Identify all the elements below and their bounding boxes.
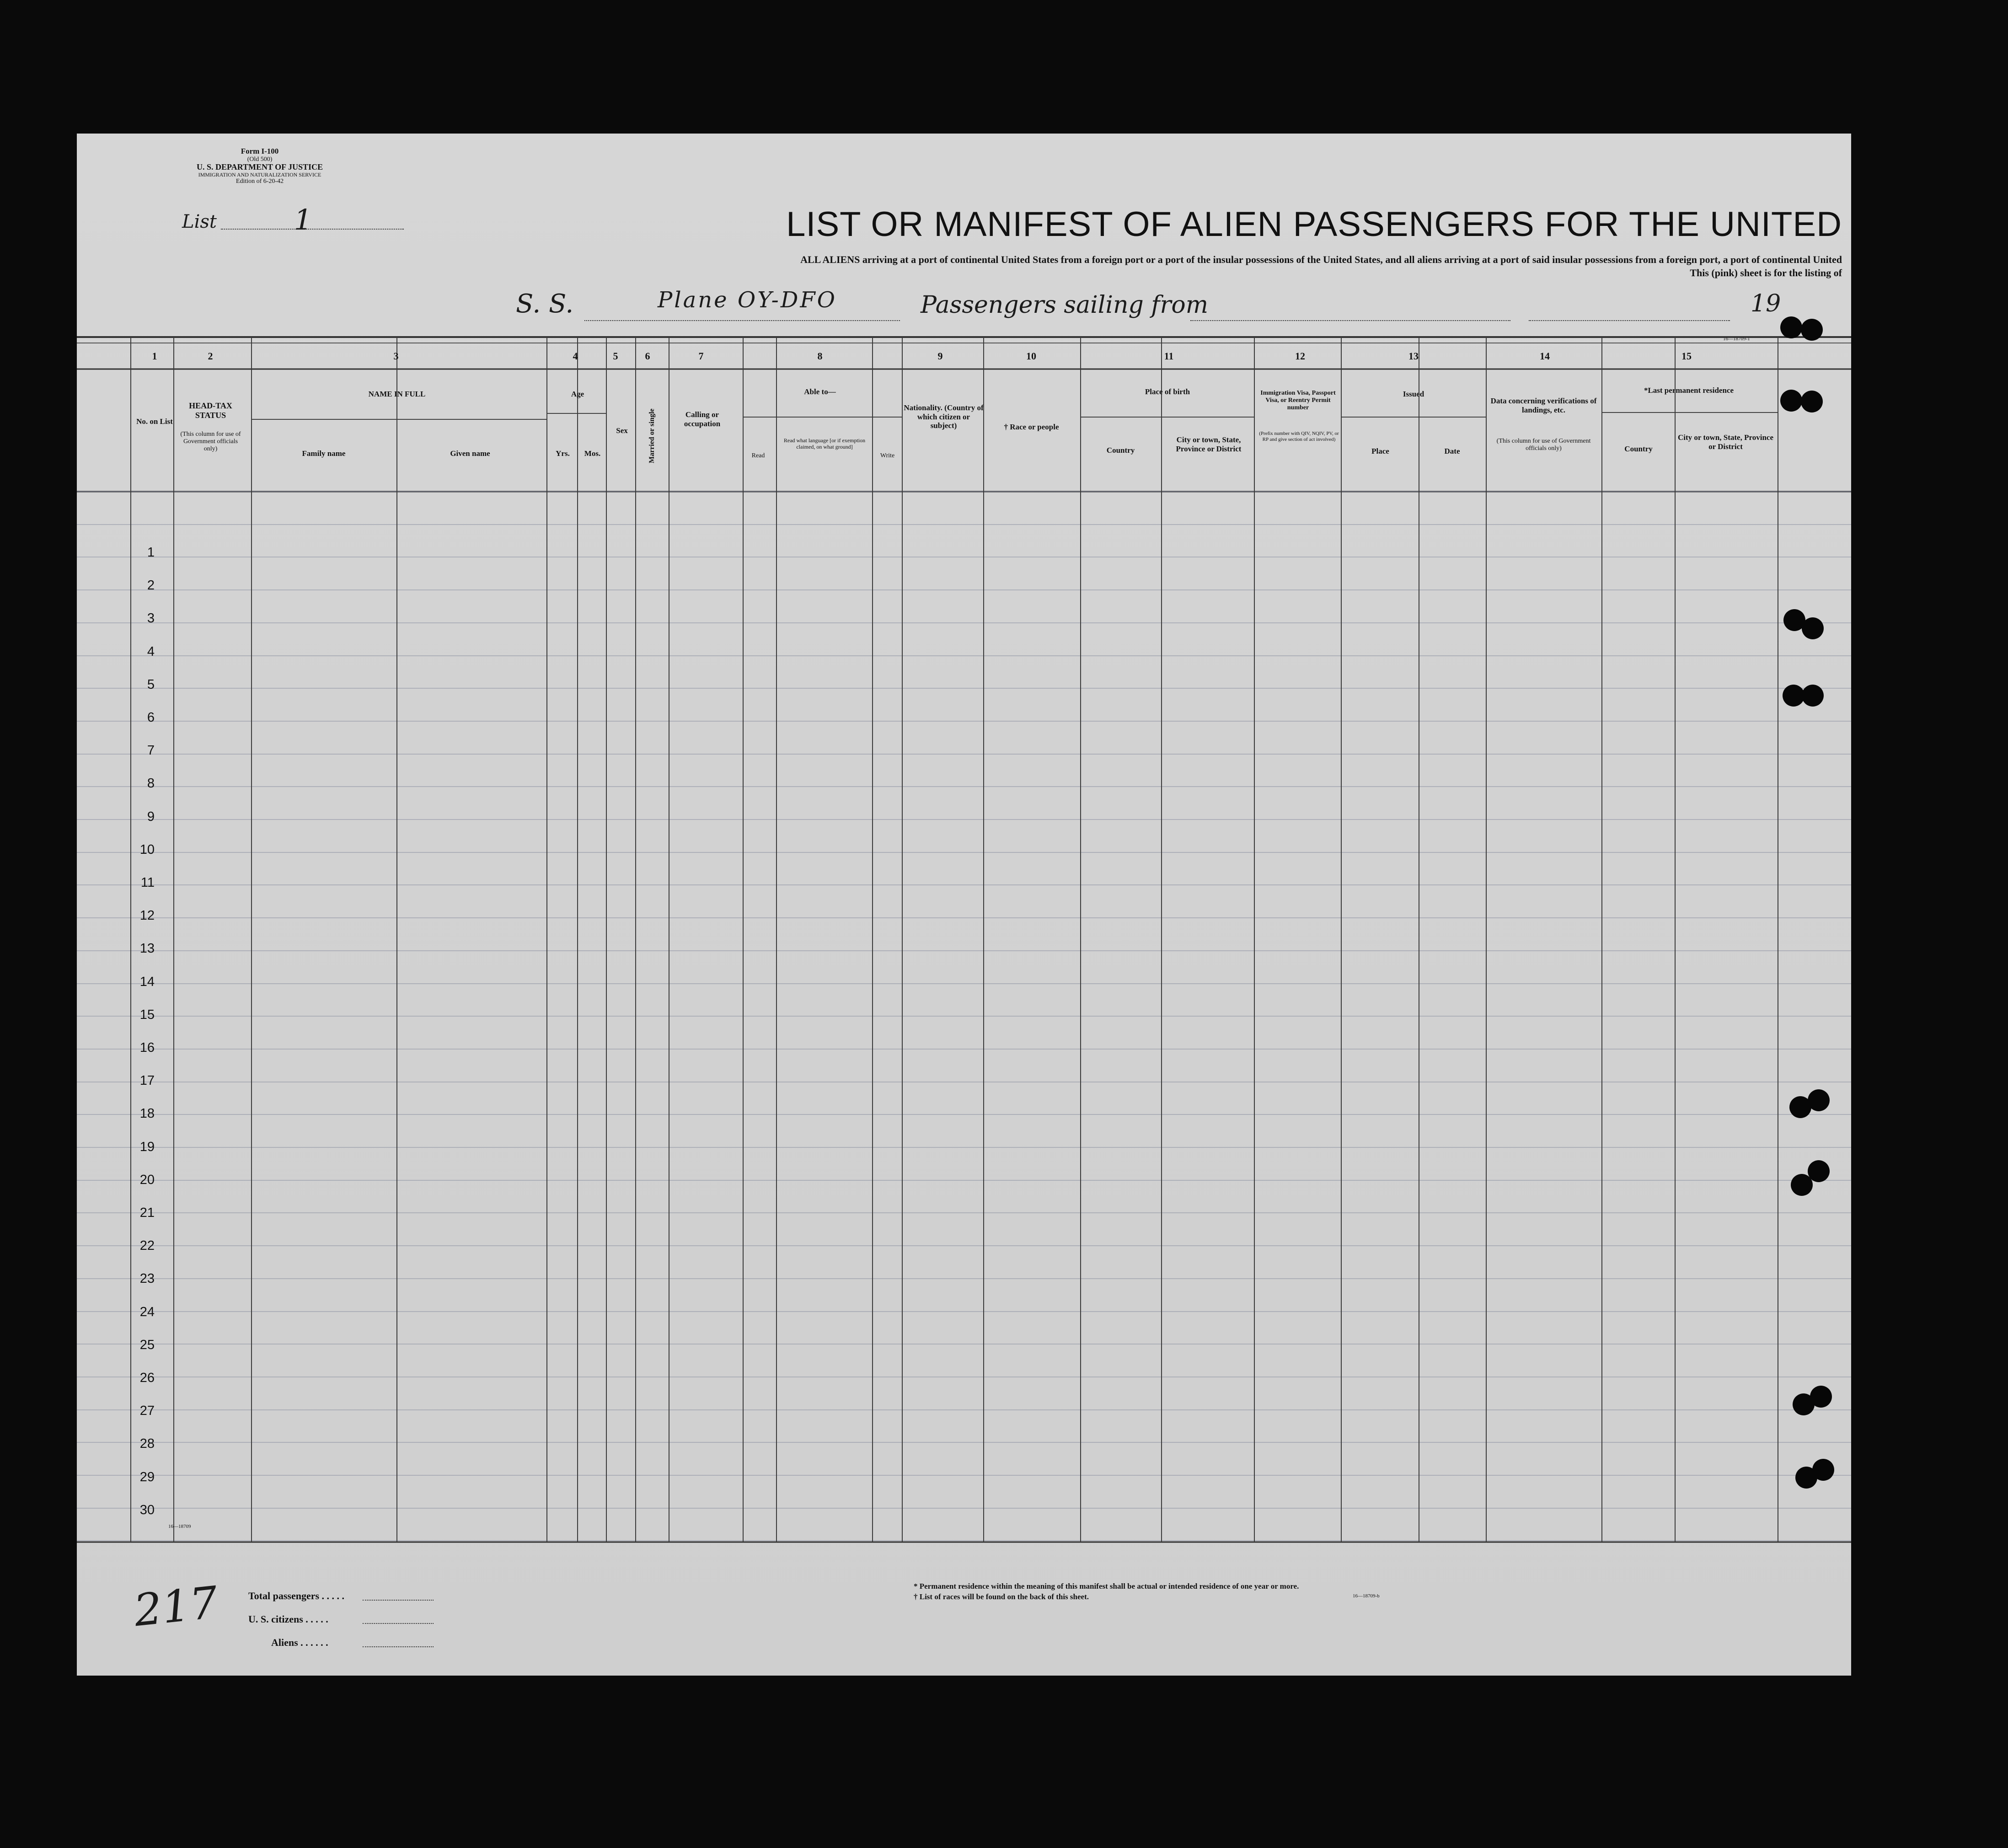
col-num-8: 8 — [817, 350, 823, 362]
footnote-races: † List of races will be found on the back of this sheet. — [914, 1592, 1089, 1601]
row-number: 15 — [139, 1007, 155, 1022]
header-nationality: Nationality. (Country of which citizen or subject) — [904, 403, 984, 430]
punch-hole — [1810, 1386, 1832, 1408]
col-num-11: 11 — [1164, 350, 1174, 362]
header-birth-country: Country — [1106, 446, 1135, 455]
row-number: 24 — [139, 1304, 155, 1319]
col-num-10: 10 — [1026, 350, 1036, 362]
header-family-name: Family name — [302, 449, 346, 458]
header-age: Age — [571, 390, 584, 398]
header-months: Mos. — [584, 449, 601, 458]
col-num-7: 7 — [698, 350, 704, 362]
col-num-13: 13 — [1408, 350, 1419, 362]
row-number: 27 — [139, 1403, 155, 1419]
header-visa: Immigration Visa, Passport Visa, or Reentry Permit number — [1260, 390, 1336, 412]
total-passengers-line — [363, 1600, 434, 1601]
row-number: 3 — [147, 611, 155, 626]
header-place-of-birth: Place of birth — [1145, 387, 1190, 396]
row-number: 23 — [139, 1271, 155, 1286]
row-number: 17 — [139, 1073, 155, 1088]
punch-hole — [1812, 1459, 1834, 1481]
col-num-1: 1 — [152, 350, 157, 362]
punch-hole — [1801, 319, 1823, 341]
row-number: 26 — [139, 1371, 155, 1385]
row-rulings — [77, 337, 1851, 1542]
col-num-2: 2 — [208, 350, 213, 362]
col-num-5: 5 — [613, 350, 618, 362]
col-num-9: 9 — [937, 350, 943, 362]
row-number: 21 — [139, 1205, 155, 1220]
row-number: 14 — [139, 974, 155, 989]
punch-hole — [1802, 617, 1824, 639]
totals-block — [248, 1584, 477, 1654]
header-issued-place: Place — [1371, 447, 1389, 455]
header-sex: Sex — [616, 426, 628, 435]
instruction-line-1: ALL ALIENS arriving at a port of continental United States from a foreign port or a port of the insular possessions of the United States, and all aliens arriving at a port of said insular possessions from a foreign port, a port of continental United — [800, 254, 1842, 265]
row-number: 20 — [139, 1172, 155, 1187]
header-able-to: Able to— — [804, 387, 836, 396]
manifest-grid — [77, 134, 1851, 1676]
row-number: 22 — [139, 1238, 155, 1253]
punch-hole — [1802, 685, 1824, 707]
header-married-single: Married or single — [648, 408, 656, 464]
margin-note: 217 — [131, 1576, 220, 1637]
row-number: 18 — [139, 1106, 155, 1121]
aliens-row — [248, 1631, 477, 1654]
header-birth-city: City or town, State, Province or District — [1176, 435, 1242, 453]
row-number: 16 — [139, 1040, 155, 1055]
row-number: 30 — [139, 1502, 155, 1517]
list-value: 1 — [294, 203, 312, 236]
punch-hole — [1780, 390, 1802, 412]
header-read-language: Read what language [or if exemption claimed, on what ground] — [783, 437, 866, 450]
row-number: 10 — [139, 842, 155, 857]
row-number: 1 — [147, 545, 155, 560]
sailing-label: Passengers sailing from — [921, 291, 1209, 319]
row-number: 12 — [139, 908, 155, 923]
row-number: 6 — [147, 710, 155, 725]
manifest-sheet — [77, 134, 1851, 1676]
aliens-line — [363, 1646, 434, 1647]
instruction-line-2: This (pink) sheet is for the listing of — [1690, 267, 1842, 279]
row-number: 4 — [147, 644, 155, 659]
col-num-14: 14 — [1540, 350, 1550, 362]
col-num-6: 6 — [645, 350, 650, 362]
ship-name-value: Plane OY-DFO — [658, 287, 837, 313]
row-number: 28 — [139, 1436, 155, 1452]
punch-hole — [1808, 1089, 1830, 1111]
footnote-residence: * Permanent residence within the meaning of this manifest shall be actual or intended residence of one year or more. — [914, 1582, 1299, 1591]
us-citizens-line — [363, 1623, 434, 1624]
total-passengers-row — [248, 1584, 477, 1607]
aliens-label: Aliens . . . . . . — [271, 1637, 328, 1648]
total-passengers-label: Total passengers . . . . . — [248, 1590, 345, 1602]
list-label: List — [182, 211, 217, 232]
col-num-12: 12 — [1295, 350, 1305, 362]
row-number: 25 — [139, 1337, 155, 1352]
printer-code-footer: 16—18709-b — [1353, 1593, 1380, 1599]
form-edition: Edition of 6-20-42 — [236, 178, 284, 185]
header-race: † Race or people — [1004, 423, 1059, 431]
us-citizens-row — [248, 1607, 477, 1631]
header-landings-note: (This column for use of Government officials only) — [1496, 438, 1591, 452]
header-name-in-full: NAME IN FULL — [368, 390, 426, 398]
header-visa-note: (Prefix number with QIV, NQIV, PV, or RP and give section of act involved) — [1259, 431, 1339, 442]
header-read: Read — [751, 452, 765, 459]
row-number: 19 — [139, 1139, 155, 1154]
row-number: 5 — [147, 677, 155, 692]
header-residence-country: Country — [1624, 445, 1653, 453]
header-years: Yrs. — [556, 449, 570, 458]
column-rulings — [131, 337, 1778, 1542]
header-write: Write — [880, 452, 895, 459]
header-given-name: Given name — [450, 449, 490, 458]
header-residence-city: City or town, State, Province or District — [1677, 433, 1773, 451]
us-citizens-label: U. S. citizens . . . . . — [248, 1613, 328, 1625]
row-number: 7 — [147, 743, 155, 758]
punch-hole — [1801, 391, 1823, 412]
header-landings: Data concerning verifications of landings, etc. — [1490, 396, 1597, 414]
year-prefix: 19 — [1751, 290, 1781, 317]
printer-code-top: 16—18709-1 — [1723, 336, 1750, 342]
service-name: IMMIGRATION AND NATURALIZATION SERVICE — [198, 171, 321, 178]
col-num-3: 3 — [393, 350, 399, 362]
page-title: LIST OR MANIFEST OF ALIEN PASSENGERS FOR THE UNITED — [786, 205, 1842, 244]
header-head-tax: HEAD-TAX STATUS — [189, 401, 232, 420]
col-num-4: 4 — [573, 350, 578, 362]
row-number: 29 — [139, 1469, 155, 1484]
form-number: Form I-100 — [241, 147, 279, 155]
punch-hole — [1783, 685, 1805, 707]
punch-hole — [1808, 1160, 1830, 1182]
header-calling: Calling or occupation — [684, 410, 721, 428]
row-number: 2 — [147, 578, 155, 593]
header-last-residence: *Last permanent residence — [1644, 386, 1734, 395]
form-old-number: (Old 500) — [247, 155, 273, 163]
header-no-on-list: No. on List — [136, 417, 173, 426]
row-number: 8 — [147, 776, 155, 791]
department-name: U. S. DEPARTMENT OF JUSTICE — [196, 162, 323, 172]
ss-label: S. S. — [516, 289, 574, 319]
header-issued: Issued — [1403, 390, 1424, 398]
row-number: 9 — [147, 809, 155, 824]
printer-code-bottom: 16—18709 — [168, 1524, 191, 1529]
header-issued-date: Date — [1444, 447, 1460, 455]
punch-hole — [1780, 316, 1802, 338]
header-head-tax-note: (This column for use of Government officials only) — [180, 431, 241, 453]
row-number: 13 — [139, 941, 155, 956]
row-number: 11 — [140, 875, 155, 890]
col-num-15: 15 — [1681, 350, 1692, 362]
